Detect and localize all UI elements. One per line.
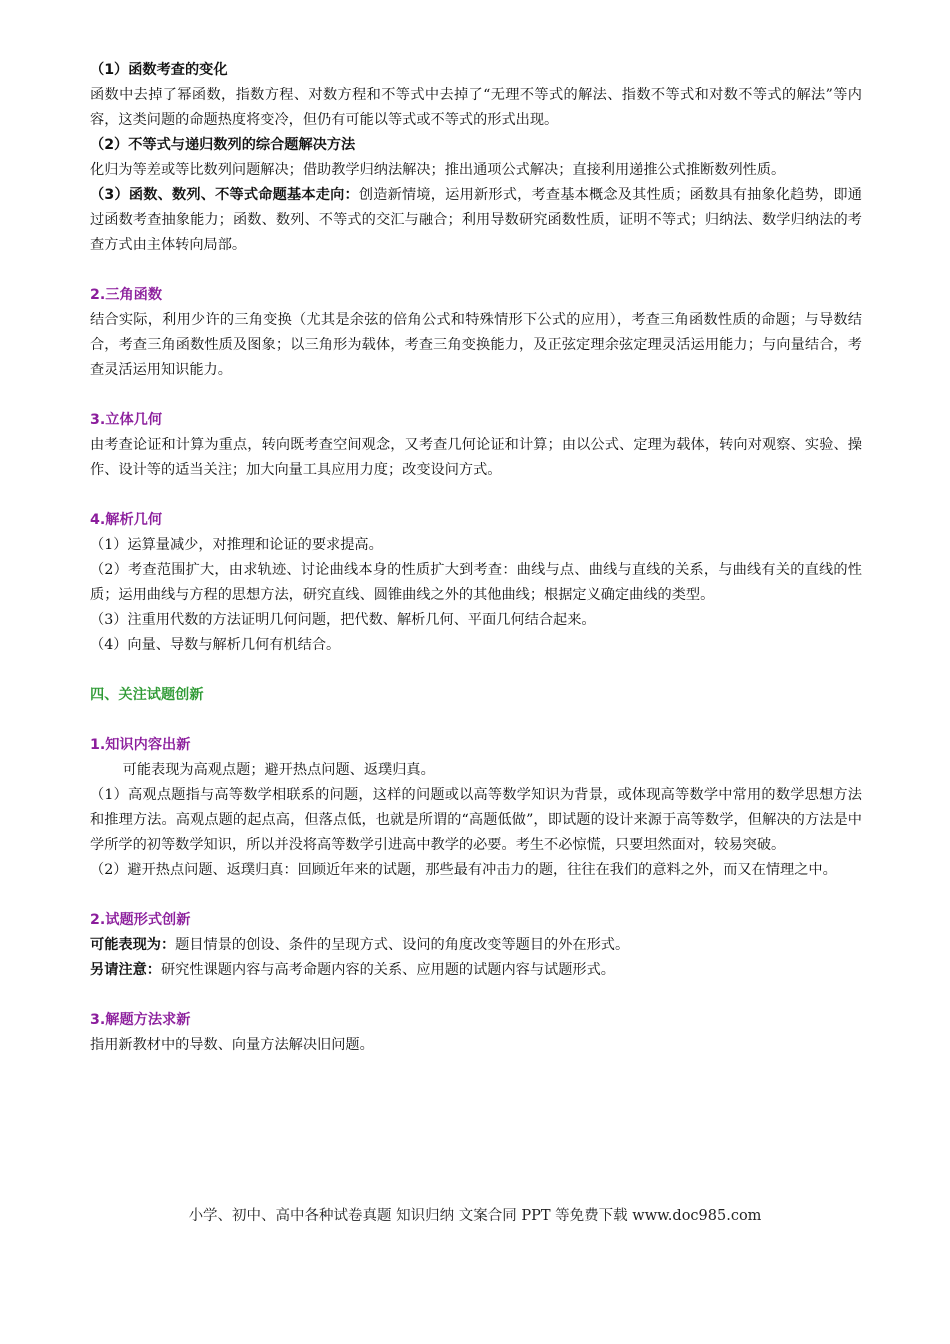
- paragraph: 化归为等差或等比数列问题解决；借助教学归纳法解决；推出通项公式解决；直接利用递推公式推断数列性质。: [90, 162, 786, 178]
- section-heading-solid-geometry: 3.立体几何: [90, 412, 163, 428]
- list-item: （2）考查范围扩大，由求轨迹、讨论曲线本身的性质扩大到考查：曲线与点、曲线与直线的关系，与曲线有关的直线的性质；运用曲线与方程的思想方法，研究直线、圆锥曲线之外的其他曲线；根据定义确定曲线的类型。: [90, 562, 862, 603]
- paragraph-with-lead: [90, 933, 862, 958]
- paragraph-text: 研究性课题内容与高考命题内容的关系、应用题的试题内容与试题形式。: [160, 962, 615, 978]
- list-item: （4）向量、导数与解析几何有机结合。: [90, 637, 341, 653]
- paragraph-text: 题目情景的创设、条件的呈现方式、设问的角度改变等题目的外在形式。: [175, 937, 630, 953]
- page-footer: 小学、初中、高中各种试卷真题 知识归纳 文案合同 PPT 等免费下载 www.doc985.com: [188, 1208, 762, 1224]
- lead-text: 另请注意：: [90, 962, 161, 978]
- section-heading-trigonometry: 2.三角函数: [90, 287, 163, 303]
- list-item: （2）避开热点问题、返璞归真：回顾近年来的试题，那些最有冲击力的题，往往在我们的意料之外，而又在情理之中。: [90, 862, 837, 878]
- paragraph-with-lead: [90, 183, 862, 258]
- paragraph: 函数中去掉了幂函数，指数方程、对数方程和不等式中去掉了“无理不等式的解法、指数不等式和对数不等式的解法”等内容，这类问题的命题热度将变冷，但仍有可能以等式或不等式的形式出现。: [90, 87, 862, 128]
- paragraph: 结合实际，利用少许的三角变换（尤其是余弦的倍角公式和特殊情形下公式的应用），考查三角函数性质的命题；与导数结合，考查三角函数性质及图象；以三角形为载体，考查三角变换能力，及正弦定理余弦定理灵活运用能力；与向量结合，考查灵活运用知识能力。: [90, 312, 862, 378]
- sub-heading-inequality-sequence: （2）不等式与递归数列的综合题解决方法: [90, 137, 356, 153]
- lead-text: 可能表现为：: [90, 937, 176, 953]
- section-heading-solving-methods: 3.解题方法求新: [90, 1012, 191, 1028]
- section-heading-analytic-geometry: 4.解析几何: [90, 512, 163, 528]
- part-heading-innovation: 四、关注试题创新: [90, 687, 204, 703]
- list-item: （1）高观点题指与高等数学相联系的问题，这样的问题或以高等数学知识为背景，或体现高等数学中常用的数学思想方法和推理方法。高观点题的起点高，但落点低，也就是所谓的“高题低做”，即试题的设计来源于高等数学，但解决的方法是中学所学的初等数学知识，所以并没将高等数学引进高中教学的必要。考生不必惊慌，只要坦然面对，较易突破。: [90, 787, 862, 853]
- lead-text: （3）函数、数列、不等式命题基本走向：: [90, 187, 359, 203]
- paragraph: 指用新教材中的导数、向量方法解决旧问题。: [90, 1037, 374, 1053]
- sub-heading-function-changes: （1）函数考查的变化: [90, 62, 228, 78]
- section-heading-knowledge-content: 1.知识内容出新: [90, 737, 191, 753]
- paragraph-with-lead: [90, 958, 862, 983]
- section-heading-question-form: 2.试题形式创新: [90, 912, 191, 928]
- document-body: [90, 58, 862, 1058]
- paragraph: 由考查论证和计算为重点，转向既考查空间观念，又考查几何论证和计算；由以公式、定理为载体，转向对观察、实验、操作、设计等的适当关注；加大向量工具应用力度；改变设问方式。: [90, 437, 862, 478]
- list-item: （1）运算量减少，对推理和论证的要求提高。: [90, 537, 383, 553]
- list-item: （3）注重用代数的方法证明几何问题，把代数、解析几何、平面几何结合起来。: [90, 612, 596, 628]
- paragraph-text: 创造新情境，运用新形式，考查基本概念及其性质；函数具有抽象化趋势，即通过函数考查抽象能力；函数、数列、不等式的交汇与融合；利用导数研究函数性质，证明不等式；归纳法、数学归纳法的考查方式由主体转向局部。: [90, 187, 862, 253]
- paragraph-intro: 可能表现为高观点题；避开热点问题、返璞归真。: [122, 762, 435, 778]
